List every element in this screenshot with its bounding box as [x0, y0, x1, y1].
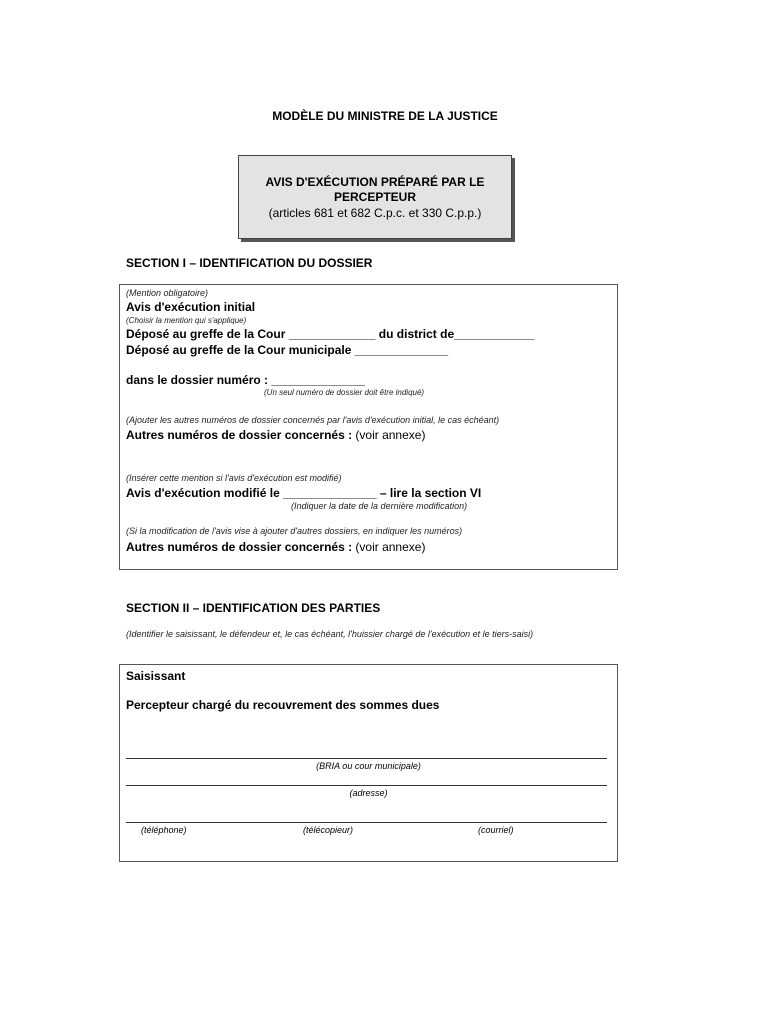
avis-modifie-line[interactable]: Avis d'exécution modifié le ______________ – lire la section VI: [126, 486, 482, 500]
un-seul-numero-note: (Un seul numéro de dossier doit être indiqué): [264, 388, 425, 397]
section-1-heading: SECTION I – IDENTIFICATION DU DOSSIER: [126, 256, 373, 270]
section-2-heading: SECTION II – IDENTIFICATION DES PARTIES: [126, 601, 381, 615]
autres-dossiers-label: Autres numéros de dossier concernés :: [126, 428, 353, 442]
voir-annexe-link-2[interactable]: (voir annexe): [352, 540, 426, 554]
contact-line[interactable]: [126, 822, 607, 823]
autres-dossiers-label-2: Autres numéros de dossier concernés :: [126, 540, 353, 554]
autres-dossiers-line-2: [126, 540, 425, 554]
voir-annexe-link[interactable]: (voir annexe): [352, 428, 426, 442]
form-title-line-2: PERCEPTEUR: [333, 190, 416, 204]
percepteur-label: Percepteur chargé du recouvrement des sommes dues: [126, 698, 440, 712]
choisir-mention-note: (Choisir la mention qui s'applique): [126, 316, 247, 325]
adresse-caption: (adresse): [349, 788, 388, 798]
inserer-mention-note: (Insérer cette mention si l'avis d'exécution est modifié): [126, 473, 342, 483]
dossier-numero-line[interactable]: dans le dossier numéro : ______________: [126, 373, 365, 387]
si-modification-note: (Si la modification de l'avis vise à ajouter d'autres dossiers, en indiquer les numéros): [126, 526, 463, 536]
autres-dossiers-line: [126, 428, 425, 442]
indiquer-date-note: (Indiquer la date de la dernière modification): [291, 501, 468, 511]
document-title: MODÈLE DU MINISTRE DE LA JUSTICE: [272, 109, 498, 123]
section-2-box: [119, 664, 618, 862]
telephone-caption: (téléphone): [141, 825, 187, 835]
mention-obligatoire-note: (Mention obligatoire): [126, 288, 209, 298]
ajouter-dossiers-note: (Ajouter les autres numéros de dossier concernés par l'avis d'exécution initial, le cas échéant): [126, 415, 500, 425]
form-title-line-1: AVIS D'EXÉCUTION PRÉPARÉ PAR LE: [265, 175, 485, 189]
section-1-box: [119, 284, 618, 570]
section-2-note: (Identifier le saisissant, le défendeur et, le cas échéant, l'huissier chargé de l'exécution et le tiers-saisi): [126, 629, 534, 639]
form-title-box: [238, 155, 512, 239]
depose-municipale-line[interactable]: Déposé au greffe de la Cour municipale ______________: [126, 343, 449, 357]
depose-cour-line[interactable]: Déposé au greffe de la Cour _____________ du district de____________: [126, 327, 535, 341]
saisissant-label: Saisissant: [126, 669, 186, 683]
form-title-articles: (articles 681 et 682 C.p.c. et 330 C.p.p.): [268, 206, 482, 220]
bria-caption: (BRIA ou cour municipale): [316, 761, 421, 771]
bria-line[interactable]: [126, 758, 607, 759]
telecopieur-caption: (télécopieur): [303, 825, 354, 835]
avis-initial-label: Avis d'exécution initial: [126, 300, 256, 314]
adresse-line[interactable]: [126, 785, 607, 786]
courriel-caption: (courriel): [478, 825, 514, 835]
